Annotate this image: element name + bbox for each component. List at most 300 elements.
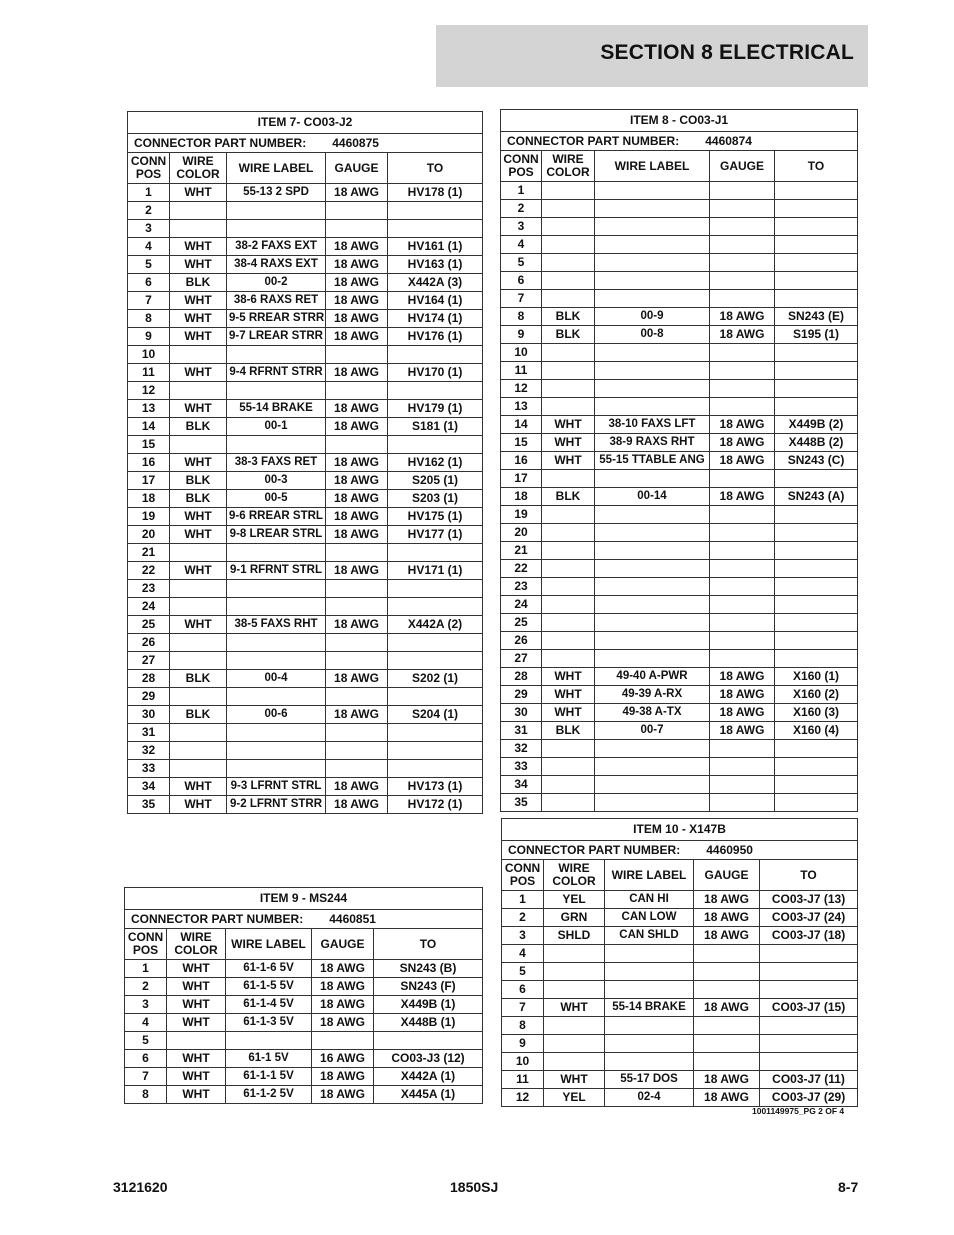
- wire-label-cell: 38-9 RAXS RHT: [595, 434, 710, 452]
- wire-label-cell: 00-2: [227, 274, 326, 292]
- table-row: [128, 256, 483, 274]
- gauge-cell: [710, 380, 775, 398]
- part-number-row: [128, 134, 483, 153]
- table-row: [501, 722, 858, 740]
- wire-color-cell: BLK: [170, 418, 227, 436]
- wire-color-cell: YEL: [544, 1089, 605, 1107]
- table-row: [125, 978, 483, 996]
- gauge-cell: 18 AWG: [710, 326, 775, 344]
- conn-pos-cell: 27: [501, 650, 542, 668]
- conn-pos-cell: 2: [125, 978, 167, 996]
- wire-color-cell: [544, 1035, 605, 1053]
- to-cell: HV174 (1): [388, 310, 483, 328]
- wire-label-cell: 61-1-5 5V: [226, 978, 312, 996]
- conn-pos-cell: 32: [501, 740, 542, 758]
- wire-label-cell: 38-3 FAXS RET: [227, 454, 326, 472]
- to-cell: [388, 580, 483, 598]
- gauge-cell: 18 AWG: [326, 472, 388, 490]
- wire-label-cell: 9-3 LFRNT STRL: [227, 778, 326, 796]
- wire-label-cell: 61-1-6 5V: [226, 960, 312, 978]
- to-cell: [388, 634, 483, 652]
- gauge-cell: [710, 560, 775, 578]
- gauge-cell: 18 AWG: [710, 308, 775, 326]
- to-cell: HV179 (1): [388, 400, 483, 418]
- gauge-cell: 18 AWG: [710, 668, 775, 686]
- wire-color-cell: WHT: [170, 310, 227, 328]
- item-10-connector-table: [501, 818, 858, 1107]
- wire-color-cell: [542, 596, 595, 614]
- table-row: [128, 238, 483, 256]
- conn-pos-cell: 12: [501, 380, 542, 398]
- wire-color-cell: BLK: [542, 326, 595, 344]
- gauge-cell: [710, 398, 775, 416]
- table-row: [501, 218, 858, 236]
- column-header-gauge: GAUGE: [326, 153, 388, 184]
- footer-model: 1850SJ: [450, 1179, 499, 1195]
- conn-pos-cell: 6: [128, 274, 170, 292]
- wire-color-cell: WHT: [167, 960, 226, 978]
- conn-pos-cell: 25: [501, 614, 542, 632]
- column-header-wire-color: WIRE COLOR: [167, 929, 226, 960]
- wire-color-cell: [542, 524, 595, 542]
- gauge-cell: [710, 578, 775, 596]
- conn-pos-cell: 33: [501, 758, 542, 776]
- table-row: [502, 999, 858, 1017]
- table-row: [128, 418, 483, 436]
- table-row: [502, 1089, 858, 1107]
- section-header: [436, 25, 868, 87]
- wire-color-cell: WHT: [542, 704, 595, 722]
- table-row: [128, 562, 483, 580]
- gauge-cell: [710, 290, 775, 308]
- wire-label-cell: [595, 182, 710, 200]
- wire-label-cell: 38-6 RAXS RET: [227, 292, 326, 310]
- gauge-cell: 18 AWG: [326, 526, 388, 544]
- wire-color-cell: [544, 963, 605, 981]
- to-cell: HV163 (1): [388, 256, 483, 274]
- wire-label-cell: [595, 542, 710, 560]
- wire-color-cell: [542, 560, 595, 578]
- conn-pos-cell: 20: [501, 524, 542, 542]
- table-row: [128, 526, 483, 544]
- gauge-cell: [710, 506, 775, 524]
- footer-doc-number: 3121620: [113, 1179, 168, 1195]
- gauge-cell: 18 AWG: [326, 184, 388, 202]
- to-cell: [760, 963, 858, 981]
- column-header-gauge: GAUGE: [312, 929, 374, 960]
- wire-color-cell: SHLD: [544, 927, 605, 945]
- gauge-cell: 18 AWG: [312, 1014, 374, 1032]
- gauge-cell: 18 AWG: [326, 400, 388, 418]
- wire-color-cell: [544, 1053, 605, 1071]
- wire-color-cell: WHT: [167, 1014, 226, 1032]
- wire-color-cell: WHT: [542, 686, 595, 704]
- table-row: [501, 686, 858, 704]
- table-row: [501, 650, 858, 668]
- gauge-cell: [326, 688, 388, 706]
- conn-pos-cell: 21: [501, 542, 542, 560]
- column-header-conn-pos: CONN POS: [125, 929, 167, 960]
- wire-color-cell: [542, 218, 595, 236]
- wire-color-cell: WHT: [167, 1050, 226, 1068]
- to-cell: [775, 758, 858, 776]
- table-row: [501, 704, 858, 722]
- wire-label-cell: [595, 596, 710, 614]
- to-cell: HV171 (1): [388, 562, 483, 580]
- wire-color-cell: WHT: [167, 978, 226, 996]
- wire-label-cell: [595, 362, 710, 380]
- wire-label-cell: [227, 346, 326, 364]
- to-cell: X449B (1): [374, 996, 483, 1014]
- column-header-to: TO: [374, 929, 483, 960]
- wire-color-cell: [170, 220, 227, 238]
- wire-label-cell: [605, 963, 694, 981]
- gauge-cell: [710, 344, 775, 362]
- wire-color-cell: [544, 945, 605, 963]
- gauge-cell: [694, 963, 760, 981]
- wire-color-cell: WHT: [544, 1071, 605, 1089]
- wire-label-cell: [595, 506, 710, 524]
- column-header-wire-color: WIRE COLOR: [542, 151, 595, 182]
- item-9-connector-table: [124, 887, 483, 1104]
- gauge-cell: 18 AWG: [710, 488, 775, 506]
- table-title-row: [501, 110, 858, 132]
- wire-label-cell: [605, 1017, 694, 1035]
- to-cell: S195 (1): [775, 326, 858, 344]
- to-cell: X442A (2): [388, 616, 483, 634]
- table-row: [501, 614, 858, 632]
- table-row: [501, 200, 858, 218]
- wire-label-cell: [595, 272, 710, 290]
- to-cell: CO03-J7 (29): [760, 1089, 858, 1107]
- gauge-cell: [326, 220, 388, 238]
- conn-pos-cell: 7: [502, 999, 544, 1017]
- wire-label-cell: [595, 218, 710, 236]
- to-cell: X160 (1): [775, 668, 858, 686]
- wire-color-cell: WHT: [544, 999, 605, 1017]
- table-row: [128, 760, 483, 778]
- wire-color-cell: [542, 776, 595, 794]
- gauge-cell: [694, 981, 760, 999]
- table-row: [501, 740, 858, 758]
- part-number-label: CONNECTOR PART NUMBER:: [508, 842, 681, 857]
- table-row: [502, 981, 858, 999]
- table-row: [502, 1017, 858, 1035]
- to-cell: [760, 981, 858, 999]
- gauge-cell: [694, 1053, 760, 1071]
- to-cell: [388, 220, 483, 238]
- gauge-cell: [710, 632, 775, 650]
- wire-label-cell: 49-38 A-TX: [595, 704, 710, 722]
- gauge-cell: [710, 758, 775, 776]
- gauge-cell: 18 AWG: [312, 1068, 374, 1086]
- wire-color-cell: [167, 1032, 226, 1050]
- wire-color-cell: [542, 470, 595, 488]
- conn-pos-cell: 4: [501, 236, 542, 254]
- to-cell: [775, 596, 858, 614]
- wire-label-cell: [227, 544, 326, 562]
- wire-label-cell: [227, 202, 326, 220]
- wire-color-cell: [542, 542, 595, 560]
- gauge-cell: 18 AWG: [326, 490, 388, 508]
- table-row: [501, 578, 858, 596]
- to-cell: X448B (2): [775, 434, 858, 452]
- gauge-cell: [710, 236, 775, 254]
- table-row: [125, 1014, 483, 1032]
- part-number-value: 4460874: [705, 133, 752, 148]
- gauge-cell: 18 AWG: [710, 722, 775, 740]
- to-cell: [388, 202, 483, 220]
- column-header-wire-label: WIRE LABEL: [227, 153, 326, 184]
- to-cell: HV162 (1): [388, 454, 483, 472]
- part-number-value: 4460875: [332, 135, 379, 150]
- column-header-wire-label: WIRE LABEL: [595, 151, 710, 182]
- wire-label-cell: [605, 1035, 694, 1053]
- to-cell: [775, 344, 858, 362]
- table-row: [501, 254, 858, 272]
- column-header-row: [501, 151, 858, 182]
- wire-color-cell: [542, 182, 595, 200]
- table-row: [501, 776, 858, 794]
- wire-label-cell: [227, 436, 326, 454]
- conn-pos-cell: 24: [501, 596, 542, 614]
- table-row: [501, 326, 858, 344]
- conn-pos-cell: 11: [128, 364, 170, 382]
- table-row: [501, 344, 858, 362]
- conn-pos-cell: 14: [501, 416, 542, 434]
- table-row: [128, 292, 483, 310]
- to-cell: [388, 598, 483, 616]
- to-cell: [388, 346, 483, 364]
- gauge-cell: 18 AWG: [326, 508, 388, 526]
- conn-pos-cell: 25: [128, 616, 170, 634]
- wire-label-cell: [227, 382, 326, 400]
- to-cell: [760, 1035, 858, 1053]
- wire-label-cell: [595, 254, 710, 272]
- wire-color-cell: [542, 740, 595, 758]
- gauge-cell: [312, 1032, 374, 1050]
- gauge-cell: [710, 740, 775, 758]
- wire-color-cell: [170, 598, 227, 616]
- wire-label-cell: [595, 758, 710, 776]
- gauge-cell: [326, 382, 388, 400]
- to-cell: X160 (2): [775, 686, 858, 704]
- conn-pos-cell: 34: [128, 778, 170, 796]
- gauge-cell: 18 AWG: [326, 256, 388, 274]
- conn-pos-cell: 26: [501, 632, 542, 650]
- gauge-cell: 18 AWG: [710, 686, 775, 704]
- conn-pos-cell: 29: [501, 686, 542, 704]
- table-row: [501, 542, 858, 560]
- wire-label-cell: [595, 560, 710, 578]
- gauge-cell: 18 AWG: [326, 292, 388, 310]
- conn-pos-cell: 8: [128, 310, 170, 328]
- column-header-conn-pos: CONN POS: [501, 151, 542, 182]
- gauge-cell: 18 AWG: [326, 454, 388, 472]
- wire-color-cell: [544, 1017, 605, 1035]
- table-row: [128, 346, 483, 364]
- conn-pos-cell: 22: [128, 562, 170, 580]
- wire-label-cell: 38-10 FAXS LFT: [595, 416, 710, 434]
- to-cell: [775, 524, 858, 542]
- section-title: SECTION 8 ELECTRICAL: [600, 41, 854, 64]
- conn-pos-cell: 18: [501, 488, 542, 506]
- table-row: [502, 963, 858, 981]
- wire-label-cell: 00-8: [595, 326, 710, 344]
- to-cell: [760, 1017, 858, 1035]
- gauge-cell: [710, 794, 775, 812]
- table-row: [128, 274, 483, 292]
- table-row: [502, 945, 858, 963]
- wire-label-cell: [227, 742, 326, 760]
- column-header-conn-pos: CONN POS: [502, 860, 544, 891]
- wire-label-cell: [595, 740, 710, 758]
- to-cell: CO03-J7 (15): [760, 999, 858, 1017]
- wire-color-cell: [170, 652, 227, 670]
- to-cell: SN243 (C): [775, 452, 858, 470]
- table-row: [501, 290, 858, 308]
- conn-pos-cell: 8: [125, 1086, 167, 1104]
- gauge-cell: 18 AWG: [710, 704, 775, 722]
- conn-pos-cell: 4: [502, 945, 544, 963]
- table-row: [128, 616, 483, 634]
- conn-pos-cell: 31: [501, 722, 542, 740]
- wire-color-cell: [542, 614, 595, 632]
- table-row: [501, 398, 858, 416]
- to-cell: CO03-J3 (12): [374, 1050, 483, 1068]
- table-row: [125, 1086, 483, 1104]
- wire-label-cell: 38-4 RAXS EXT: [227, 256, 326, 274]
- gauge-cell: 18 AWG: [312, 1086, 374, 1104]
- conn-pos-cell: 13: [128, 400, 170, 418]
- wire-color-cell: WHT: [542, 668, 595, 686]
- wire-label-cell: 00-14: [595, 488, 710, 506]
- to-cell: X442A (1): [374, 1068, 483, 1086]
- table-row: [501, 596, 858, 614]
- gauge-cell: 18 AWG: [326, 418, 388, 436]
- gauge-cell: 18 AWG: [312, 960, 374, 978]
- wire-color-cell: GRN: [544, 909, 605, 927]
- conn-pos-cell: 20: [128, 526, 170, 544]
- table-row: [128, 598, 483, 616]
- column-header-gauge: GAUGE: [694, 860, 760, 891]
- wire-color-cell: WHT: [542, 416, 595, 434]
- conn-pos-cell: 27: [128, 652, 170, 670]
- to-cell: [775, 740, 858, 758]
- gauge-cell: [326, 544, 388, 562]
- to-cell: X160 (3): [775, 704, 858, 722]
- wire-label-cell: [227, 724, 326, 742]
- gauge-cell: [326, 346, 388, 364]
- table-row: [128, 706, 483, 724]
- column-header-row: [125, 929, 483, 960]
- conn-pos-cell: 9: [501, 326, 542, 344]
- table-row: [128, 670, 483, 688]
- gauge-cell: [694, 945, 760, 963]
- table-row: [502, 891, 858, 909]
- to-cell: HV164 (1): [388, 292, 483, 310]
- conn-pos-cell: 16: [128, 454, 170, 472]
- wire-label-cell: [595, 380, 710, 398]
- to-cell: [374, 1032, 483, 1050]
- table-row: [128, 220, 483, 238]
- conn-pos-cell: 24: [128, 598, 170, 616]
- to-cell: [388, 724, 483, 742]
- gauge-cell: 18 AWG: [326, 796, 388, 814]
- table-title-row: [128, 112, 483, 134]
- table-row: [128, 454, 483, 472]
- wire-color-cell: [542, 650, 595, 668]
- column-header-to: TO: [760, 860, 858, 891]
- table-row: [128, 742, 483, 760]
- conn-pos-cell: 29: [128, 688, 170, 706]
- gauge-cell: [326, 202, 388, 220]
- to-cell: SN243 (E): [775, 308, 858, 326]
- wire-color-cell: [170, 382, 227, 400]
- gauge-cell: 18 AWG: [326, 238, 388, 256]
- table-row: [501, 434, 858, 452]
- to-cell: [775, 506, 858, 524]
- part-number-value: 4460950: [706, 842, 753, 857]
- wire-label-cell: CAN SHLD: [605, 927, 694, 945]
- wire-color-cell: WHT: [170, 616, 227, 634]
- table-row: [125, 1032, 483, 1050]
- gauge-cell: 18 AWG: [326, 706, 388, 724]
- part-number-cell: [502, 841, 858, 860]
- wire-label-cell: 61-1-4 5V: [226, 996, 312, 1014]
- to-cell: X449B (2): [775, 416, 858, 434]
- table-row: [502, 909, 858, 927]
- gauge-cell: [710, 470, 775, 488]
- conn-pos-cell: 23: [501, 578, 542, 596]
- gauge-cell: 18 AWG: [694, 1071, 760, 1089]
- wire-label-cell: 49-40 A-PWR: [595, 668, 710, 686]
- wire-color-cell: BLK: [170, 670, 227, 688]
- conn-pos-cell: 33: [128, 760, 170, 778]
- conn-pos-cell: 7: [128, 292, 170, 310]
- conn-pos-cell: 15: [501, 434, 542, 452]
- table-row: [128, 382, 483, 400]
- gauge-cell: 18 AWG: [326, 274, 388, 292]
- to-cell: CO03-J7 (24): [760, 909, 858, 927]
- conn-pos-cell: 3: [502, 927, 544, 945]
- table-row: [501, 308, 858, 326]
- table-row: [502, 1035, 858, 1053]
- column-header-wire-label: WIRE LABEL: [605, 860, 694, 891]
- item-7-connector-table: [127, 111, 483, 814]
- wire-label-cell: [595, 794, 710, 812]
- table-row: [501, 794, 858, 812]
- wire-label-cell: 9-2 LFRNT STRR: [227, 796, 326, 814]
- part-number-row: [125, 910, 483, 929]
- conn-pos-cell: 18: [128, 490, 170, 508]
- conn-pos-cell: 7: [501, 290, 542, 308]
- part-number-cell: [125, 910, 483, 929]
- wire-label-cell: 61-1-2 5V: [226, 1086, 312, 1104]
- conn-pos-cell: 5: [502, 963, 544, 981]
- gauge-cell: [326, 760, 388, 778]
- to-cell: S181 (1): [388, 418, 483, 436]
- to-cell: [388, 382, 483, 400]
- to-cell: [775, 254, 858, 272]
- gauge-cell: 18 AWG: [694, 909, 760, 927]
- wire-color-cell: WHT: [170, 238, 227, 256]
- table-row: [128, 436, 483, 454]
- wire-label-cell: [595, 632, 710, 650]
- wire-color-cell: [542, 632, 595, 650]
- conn-pos-cell: 35: [128, 796, 170, 814]
- wire-label-cell: [226, 1032, 312, 1050]
